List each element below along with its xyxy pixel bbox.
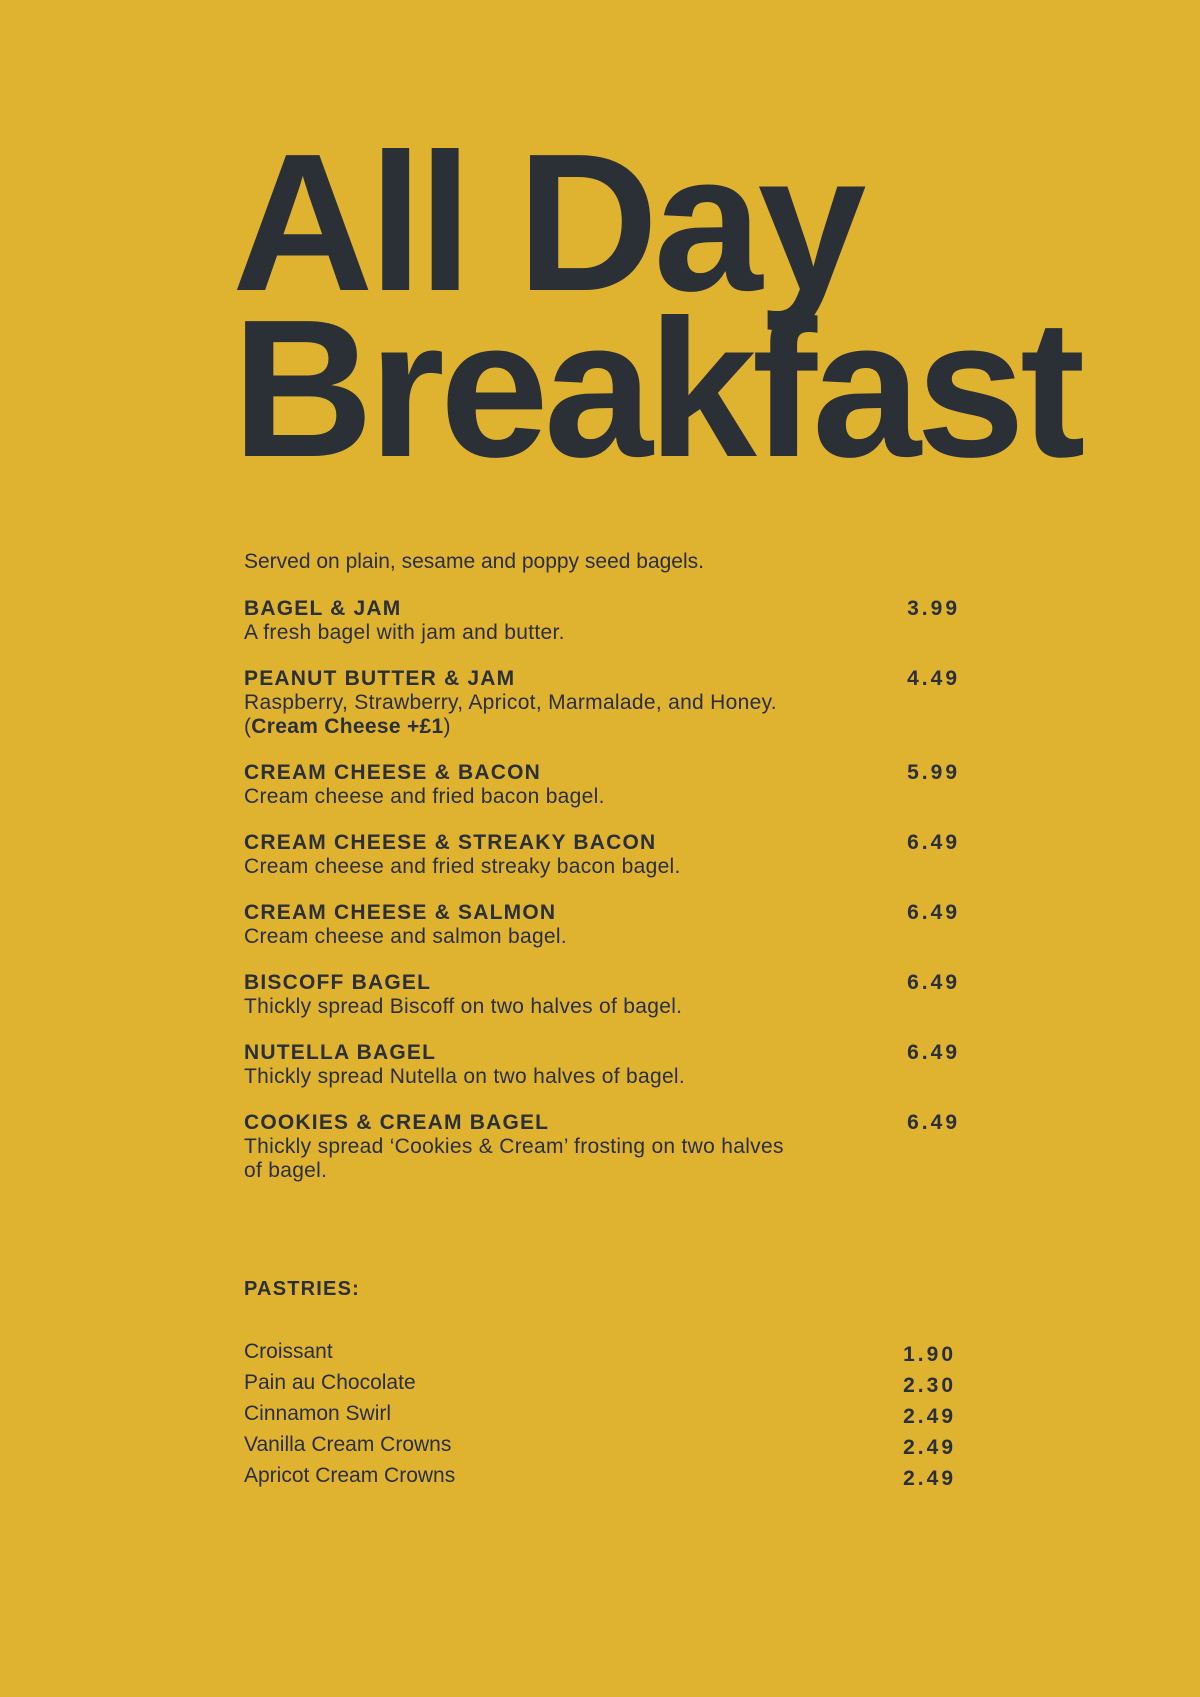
pastry-name: Vanilla Cream Crowns [244,1433,452,1456]
pastry-price: 1.90 [903,1343,956,1366]
menu-item [244,900,960,949]
menu-item-description: Thickly spread Biscoff on two halves of bagel. [244,995,683,1018]
menu-item-price: 5.99 [907,761,960,784]
pastry-price: 2.49 [903,1436,956,1459]
pastry-name: Apricot Cream Crowns [244,1464,456,1487]
pastries-heading: PASTRIES: [244,1278,360,1300]
menu-item-price: 6.49 [907,971,960,994]
menu-item-name: PEANUT BUTTER & JAM [244,667,516,690]
menu-title [232,113,1081,498]
menu-item-price: 6.49 [907,1041,960,1064]
menu-item-description [244,691,804,739]
menu-item [244,830,960,879]
pastry-price: 2.49 [903,1405,956,1428]
menu-item [244,760,960,809]
menu-item [244,1110,960,1183]
menu-item-description: Thickly spread Nutella on two halves of bagel. [244,1065,686,1088]
menu-item-description: Cream cheese and fried bacon bagel. [244,785,605,808]
pastry-item [244,1400,960,1431]
menu-item [244,596,960,645]
menu-item-description: Cream cheese and fried streaky bacon bagel. [244,855,681,878]
menu-item-name: CREAM CHEESE & STREAKY BACON [244,831,657,854]
menu-item-price: 6.49 [907,901,960,924]
menu-item-name: BAGEL & JAM [244,597,402,620]
menu-item-description: A fresh bagel with jam and butter. [244,621,565,644]
menu-item-description: Thickly spread ‘Cookies & Cream’ frosting on two halves of bagel. [244,1135,784,1182]
menu-item-name: CREAM CHEESE & SALMON [244,901,557,924]
menu-item-name: NUTELLA BAGEL [244,1041,437,1064]
menu-item-price: 3.99 [907,597,960,620]
menu-item-price: 4.49 [907,667,960,690]
menu-item-name: BISCOFF BAGEL [244,971,432,994]
pastry-name: Cinnamon Swirl [244,1402,392,1425]
menu-item-description-text: Raspberry, Strawberry, Apricot, Marmalade, and Honey. ( [244,691,777,738]
bagel-intro-text: Served on plain, sesame and poppy seed bagels. [244,550,704,573]
menu-item [244,666,960,739]
menu-title-line-2: Breakfast [232,279,1081,498]
pastry-price: 2.30 [903,1374,956,1397]
pastry-item [244,1338,960,1369]
bagel-list [244,596,960,1204]
pastry-name: Croissant [244,1340,333,1363]
menu-item-price: 6.49 [907,1111,960,1134]
menu-title-line-1: All Day [232,113,862,332]
pastry-name: Pain au Chocolate [244,1371,416,1394]
menu-item-name: COOKIES & CREAM BAGEL [244,1111,550,1134]
pastry-item [244,1431,960,1462]
pastry-price: 2.49 [903,1467,956,1490]
menu-item-description: Cream cheese and salmon bagel. [244,925,568,948]
menu-item [244,970,960,1019]
pastry-item [244,1369,960,1400]
menu-item [244,1040,960,1089]
menu-item-addon: Cream Cheese +£1 [251,715,444,738]
pastry-list [244,1338,960,1493]
menu-item-name: CREAM CHEESE & BACON [244,761,542,784]
menu-item-price: 6.49 [907,831,960,854]
menu-item-description-end: ) [443,715,451,738]
pastry-item [244,1462,960,1493]
